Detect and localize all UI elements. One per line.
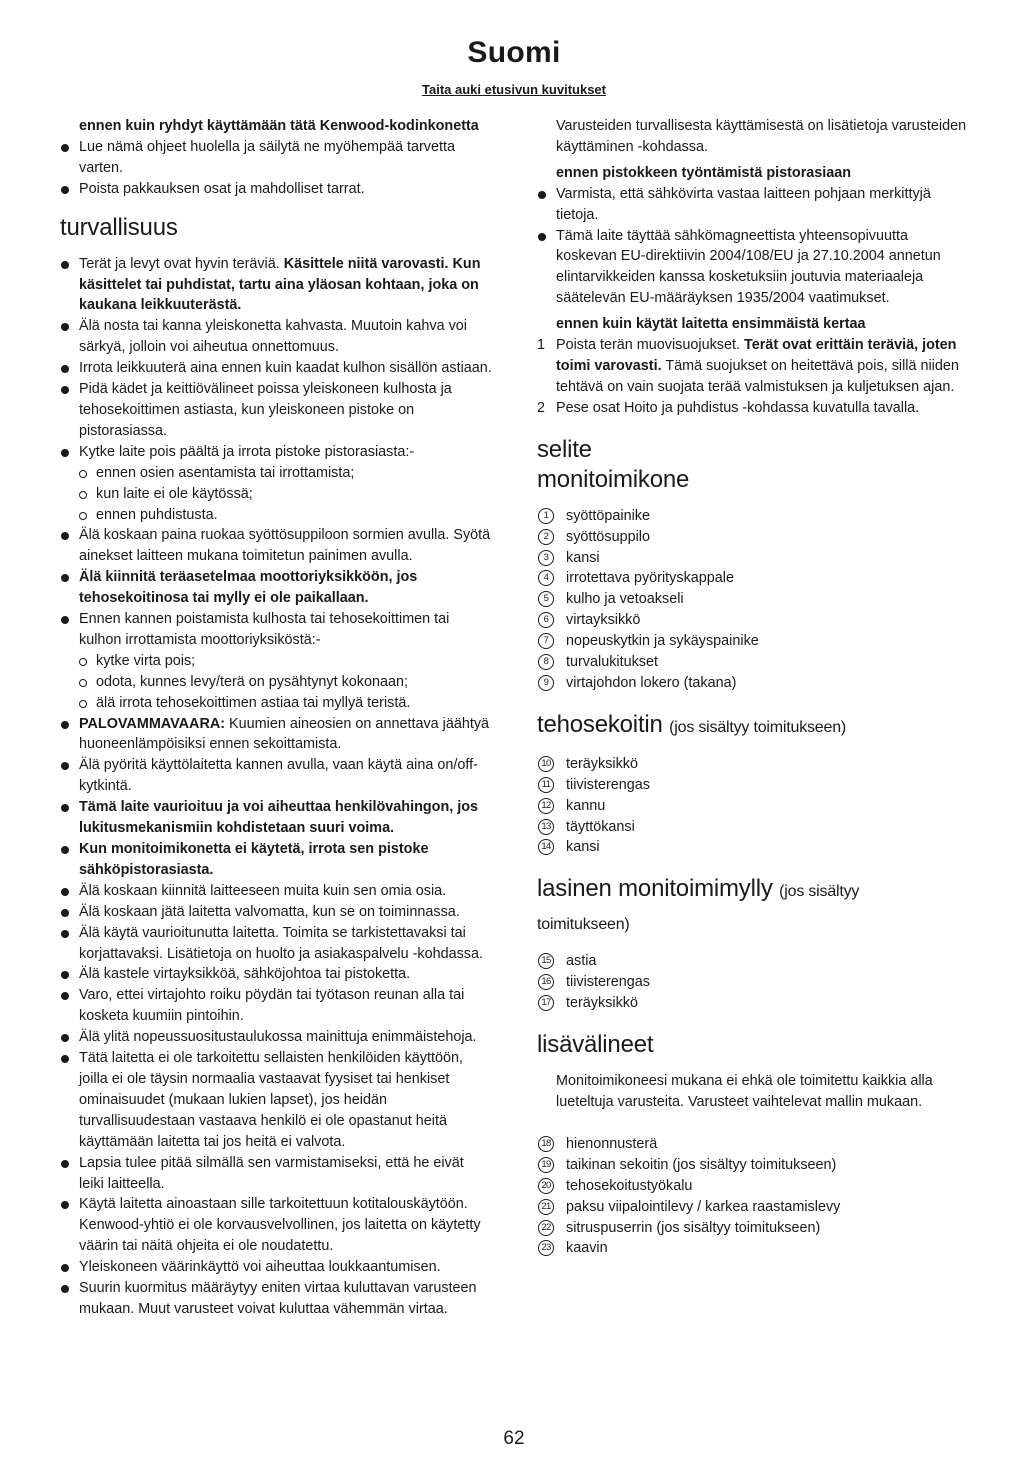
- intro-heading: ennen kuin ryhdyt käyttämään tätä Kenwood-kodinkonetta: [79, 118, 479, 134]
- number-badge: 21: [538, 1199, 554, 1215]
- number-badge: 12: [538, 798, 554, 814]
- number-badge: 10: [538, 756, 554, 772]
- fold-out-instruction: Taita auki etusivun kuvitukset: [422, 82, 606, 97]
- legend-item: 18 hienonnusterä: [537, 1134, 969, 1155]
- legend-item: 22 sitruspuserrin (jos sisältyy toimitukseen): [537, 1218, 969, 1239]
- legend-item: 9 virtajohdon lokero (takana): [537, 673, 969, 694]
- number-badge: 23: [538, 1240, 554, 1256]
- number-badge: 11: [538, 777, 554, 793]
- number-badge: 4: [538, 570, 554, 586]
- legend-item: 17 teräyksikkö: [537, 993, 969, 1014]
- legend-item: 3 kansi: [537, 548, 969, 569]
- safety-bullet: Käytä laitetta ainoastaan sille tarkoitettuun kotitalouskäytöön. Kenwood-yhtiö ei ole korvausvelvollinen, jos laitetta on käytetty väärin tai näitä ohjeita ei ole noudatettu.: [60, 1194, 492, 1257]
- legend-item: 8 turvalukitukset: [537, 652, 969, 673]
- first-use-heading: ennen kuin käytät laitetta ensimmäistä kertaa: [556, 316, 866, 333]
- safety-bullet: Älä pyöritä käyttölaitetta kannen avulla, vaan käytä aina on/off-kytkintä.: [60, 755, 492, 797]
- legend-item: 5 kulho ja vetoakseli: [537, 589, 969, 610]
- number-badge: 15: [538, 953, 554, 969]
- safety-bullet: Varo, ettei virtajohto roiku pöydän tai työtason reunan alla tai kosketa kuumiin pintoihin.: [60, 985, 492, 1027]
- safety-bullet: Suurin kuormitus määräytyy eniten virtaa kuluttavan varusteen mukaan. Muut varusteet voivat kuluttaa vähemmän virtaa.: [60, 1278, 492, 1320]
- legend-item: 10 teräyksikkö: [537, 754, 969, 775]
- section-heading-safety: turvallisuus: [60, 213, 178, 241]
- page-title: Suomi: [467, 36, 561, 69]
- number-badge: 9: [538, 675, 554, 691]
- safety-bullet: Kytke laite pois päältä ja irrota pistoke pistorasiasta:-: [60, 442, 492, 463]
- legend-item: 11 tiivisterengas: [537, 775, 969, 796]
- legend-item: 21 paksu viipalointilevy / karkea raastamislevy: [537, 1197, 969, 1218]
- glass-mill-parts-list: [537, 951, 969, 1014]
- plug-bullet: Tämä laite täyttää sähkömagneettista yhteensopivuutta koskevan EU-direktiivin 2004/108/EU ja 27.10.2004 annetun elintarvikkeiden kanssa kosketuksiin joutuvia materiaaleja säätelevän EU-määräyksen 1935/2004 vaatimukset.: [537, 226, 969, 310]
- legend-item: 13 täyttökansi: [537, 817, 969, 838]
- safety-bullet: Pidä kädet ja keittiövälineet poissa yleiskoneen kulhosta ja tehosekoittimen astiasta, kun yleiskoneen pistoke on pistorasiassa.: [60, 379, 492, 442]
- accessories-list: [537, 1134, 969, 1259]
- safety-bullet: Älä ylitä nopeussuositustaulukossa mainittuja enimmäistehoja.: [60, 1027, 492, 1048]
- first-use-step: 1 Poista terän muovisuojukset. Terät ovat erittäin teräviä, joten toimi varovasti. Tämä suojukset on heitettävä pois, sillä niiden tehtävä on vain suojata terää valmistuksen ja kuljetuksen ajan.: [537, 337, 959, 395]
- safety-bullet: Älä koskaan kiinnitä laitteeseen muita kuin sen omia osia.: [60, 881, 492, 902]
- legend-item: 19 taikinan sekoitin (jos sisältyy toimitukseen): [537, 1155, 969, 1176]
- safety-sub-bullet: odota, kunnes levy/terä on pysähtynyt kokonaan;: [60, 672, 492, 693]
- legend-item: 6 virtayksikkö: [537, 610, 969, 631]
- safety-sub-bullet: ennen osien asentamista tai irrottamista;: [60, 463, 492, 484]
- number-badge: 18: [538, 1136, 554, 1152]
- safety-bullet: Älä koskaan jätä laitetta valvomatta, kun se on toiminnassa.: [60, 902, 492, 923]
- number-badge: 6: [538, 612, 554, 628]
- number-badge: 22: [538, 1220, 554, 1236]
- safety-bullet: Älä kastele virtayksikköä, sähköjohtoa tai pistoketta.: [60, 964, 492, 985]
- food-processor-parts-list: [537, 506, 969, 694]
- legend-item: 15 astia: [537, 951, 969, 972]
- left-column: [60, 116, 492, 1320]
- plug-bullet: Varmista, että sähkövirta vastaa laitteen pohjaan merkittyjä tietoja.: [537, 184, 969, 226]
- safety-sub-bullet: älä irrota tehosekoittimen astiaa tai myllyä teristä.: [60, 693, 492, 714]
- plug-heading: ennen pistokkeen työntämistä pistorasiaan: [556, 164, 852, 181]
- intro-bullet: Poista pakkauksen osat ja mahdolliset tarrat.: [60, 179, 492, 200]
- legend-item: 14 kansi: [537, 837, 969, 858]
- legend-item: 16 tiivisterengas: [537, 972, 969, 993]
- safety-bullet: Älä käytä vaurioitunutta laitetta. Toimita se tarkistettavaksi tai korjattavaksi. Lisätietoja on huolto ja asiakaspalvelu -kohdassa.: [60, 923, 492, 965]
- number-badge: 17: [538, 995, 554, 1011]
- legend-item: 7 nopeuskytkin ja sykäyspainike: [537, 631, 969, 652]
- accessories-info-paragraph: Varusteiden turvallisesta käyttämisestä on lisätietoja varusteiden käyttäminen -kohdassa.: [556, 118, 967, 155]
- section-heading-glass-mill-note: toimitukseen): [537, 916, 630, 934]
- right-column: [537, 116, 969, 1259]
- safety-bullet: Älä kiinnitä teräasetelmaa moottoriyksikköön, jos tehosekoitinosa tai mylly ei ole paikallaan.: [60, 567, 492, 609]
- safety-bullet: Kun monitoimikonetta ei käytetä, irrota sen pistoke sähköpistorasiasta.: [60, 839, 492, 881]
- legend-item: 2 syöttösuppilo: [537, 527, 969, 548]
- safety-bullet: Yleiskoneen väärinkäyttö voi aiheuttaa loukkaantumisen.: [60, 1257, 492, 1278]
- blender-parts-list: [537, 754, 969, 859]
- safety-bullet: Älä koskaan paina ruokaa syöttösuppiloon sormien avulla. Syötä ainekset laitteen mukana toimitetun painimen avulla.: [60, 525, 492, 567]
- number-badge: 14: [538, 839, 554, 855]
- intro-bullet: Lue nämä ohjeet huolella ja säilytä ne myöhempää tarvetta varten.: [60, 137, 492, 179]
- number-badge: 13: [538, 819, 554, 835]
- safety-bullet: Terät ja levyt ovat hyvin teräviä. Käsittele niitä varovasti. Kun käsittelet tai puhdistat, tartu aina yläosan kohtaan, joka on kaukana leikkuuterästä.: [60, 254, 492, 317]
- page-number: 62: [503, 1428, 525, 1449]
- number-badge: 7: [538, 633, 554, 649]
- number-badge: 19: [538, 1157, 554, 1173]
- safety-bullet: Tämä laite vaurioituu ja voi aiheuttaa henkilövahingon, jos lukitusmekanismiin kohdistetaan suuri voima.: [60, 797, 492, 839]
- number-badge: 20: [538, 1178, 554, 1194]
- safety-sub-bullet: kun laite ei ole käytössä;: [60, 484, 492, 505]
- safety-bullet: PALOVAMMAVAARA: Kuumien aineosien on annettava jäähtyä huoneenlämpöisiksi ennen sekoittamista.: [60, 714, 492, 756]
- legend-item: 4 irrotettava pyörityskappale: [537, 568, 969, 589]
- safety-bullet: Älä nosta tai kanna yleiskonetta kahvasta. Muutoin kahva voi särkyä, jolloin voi aiheutua onnettomuus.: [60, 316, 492, 358]
- legend-item: 1 syöttöpainike: [537, 506, 969, 527]
- safety-sub-bullet: ennen puhdistusta.: [60, 505, 492, 526]
- number-badge: 8: [538, 654, 554, 670]
- safety-bullet: Irrota leikkuuterä aina ennen kuin kaadat kulhon sisällön astiaan.: [60, 358, 492, 379]
- legend-item: 20 tehosekoitustyökalu: [537, 1176, 969, 1197]
- accessories-paragraph: Monitoimikoneesi mukana ei ehkä ole toimitettu kaikkia alla lueteltuja varusteita. Varusteet vaihtelevat mallin mukaan.: [556, 1073, 933, 1110]
- section-heading-accessories: lisävälineet: [537, 1031, 654, 1059]
- legend-item: 23 kaavin: [537, 1238, 969, 1259]
- safety-bullet: Tätä laitetta ei ole tarkoitettu sellaisten henkilöiden käyttöön, joilla ei ole täysin normaalia vastaavat fyysiset tai henkiset ominaisuudet (mukaan lukien lapset), jos heidän turvallisuudestaan vastaava henkilö ei ole opastanut heitä käyttämään laitetta tai jos heitä ei valvota.: [60, 1048, 492, 1153]
- safety-bullet: Lapsia tulee pitää silmällä sen varmistamiseksi, että he eivät leiki laitteella.: [60, 1153, 492, 1195]
- number-badge: 5: [538, 591, 554, 607]
- legend-item: 12 kannu: [537, 796, 969, 817]
- safety-bullet: Ennen kannen poistamista kulhosta tai tehosekoittimen tai kulhon irrottamista moottoriyksiköstä:-: [60, 609, 492, 651]
- section-heading-legend: selite: [537, 435, 592, 463]
- number-badge: 16: [538, 974, 554, 990]
- number-badge: 3: [538, 550, 554, 566]
- number-badge: 1: [538, 508, 554, 524]
- first-use-step: 2 Pese osat Hoito ja puhdistus -kohdassa kuvatulla tavalla.: [537, 399, 920, 416]
- section-heading-blender: tehosekoitin (jos sisältyy toimitukseen): [537, 710, 847, 738]
- section-heading-food-processor: monitoimikone: [537, 465, 690, 493]
- number-badge: 2: [538, 529, 554, 545]
- section-heading-glass-mill: lasinen monitoimimylly (jos sisältyy: [537, 875, 860, 903]
- safety-sub-bullet: kytke virta pois;: [60, 651, 492, 672]
